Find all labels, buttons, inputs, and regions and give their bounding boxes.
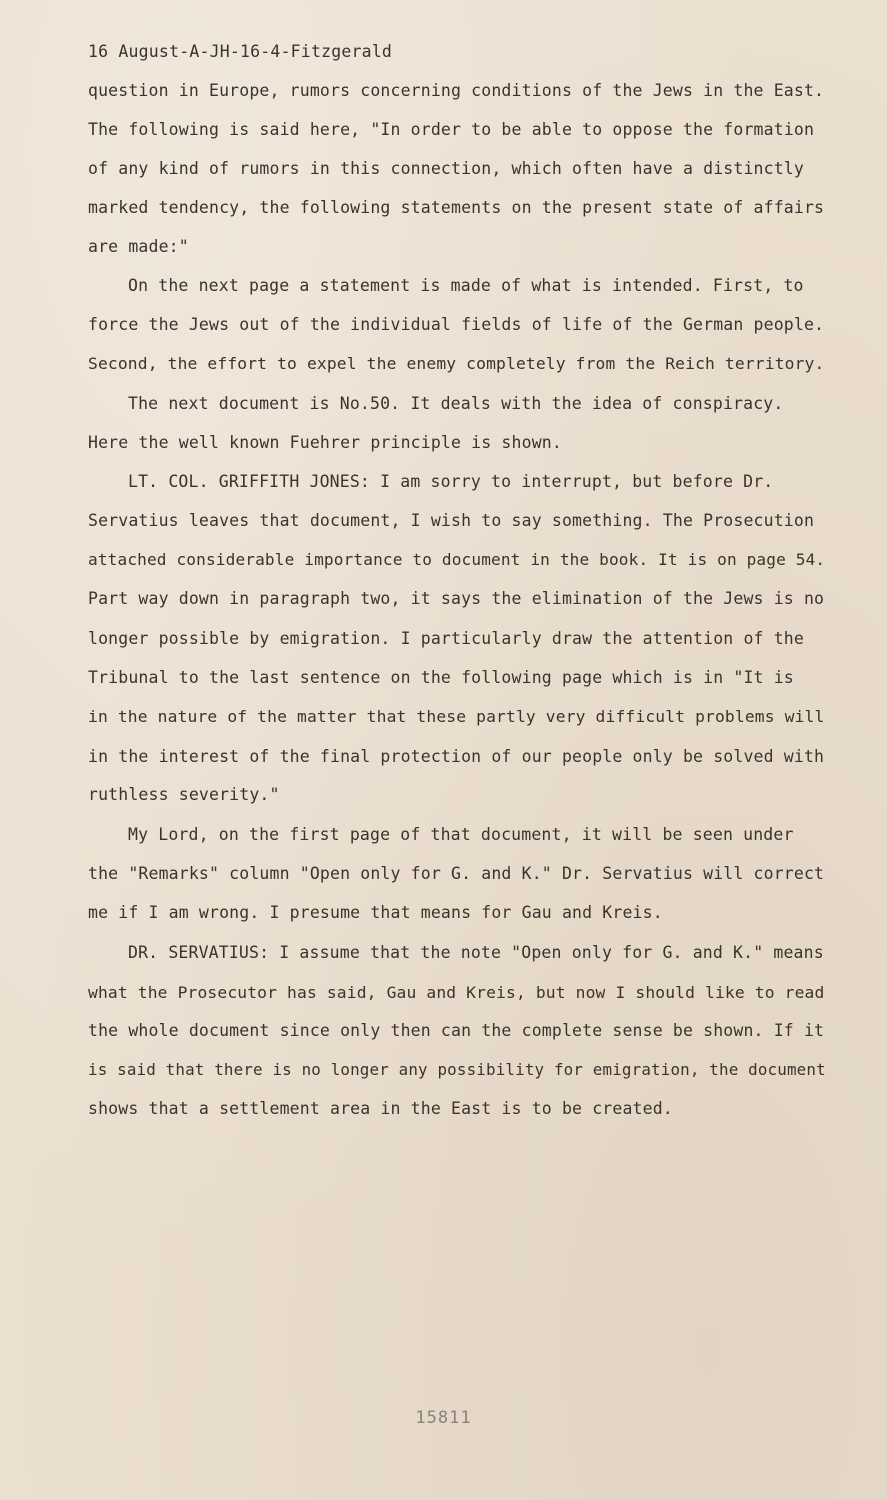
- text-line: Part way down in paragraph two, it says the elimination of the Jews is no: [88, 589, 825, 608]
- text-line: On the next page a statement is made of what is intended. First, to: [128, 276, 804, 295]
- text-line: the "Remarks" column "Open only for G. and K." Dr. Servatius will correct: [88, 864, 825, 883]
- text-line: ruthless severity.": [88, 785, 280, 804]
- text-line: me if I am wrong. I presume that means for Gau and Kreis.: [88, 903, 663, 922]
- text-line: of any kind of rumors in this connection, which often have a distinctly: [88, 159, 804, 178]
- text-line: Servatius leaves that document, I wish to say something. The Prosecution: [88, 511, 815, 530]
- text-line: Second, the effort to expel the enemy completely from the Reich territory.: [88, 354, 825, 373]
- text-line: Tribunal to the last sentence on the following page which is in "It is: [88, 668, 794, 687]
- text-line: My Lord, on the first page of that document, it will be seen under: [128, 825, 794, 844]
- text-line: question in Europe, rumors concerning conditions of the Jews in the East.: [88, 81, 825, 100]
- text-line: longer possible by emigration. I particularly draw the attention of the: [88, 629, 804, 648]
- page-header: 16 August-A-JH-16-4-Fitzgerald: [88, 42, 393, 61]
- text-line: LT. COL. GRIFFITH JONES: I am sorry to interrupt, but before Dr.: [128, 472, 774, 491]
- text-line: shows that a settlement area in the East is to be created.: [88, 1099, 673, 1118]
- text-line: the whole document since only then can the complete sense be shown. If it: [88, 1021, 825, 1040]
- text-line: are made:": [88, 237, 189, 256]
- text-line: what the Prosecutor has said, Gau and Kreis, but now I should like to read: [88, 983, 825, 1002]
- text-line: The following is said here, "In order to be able to oppose the formation: [88, 120, 815, 139]
- text-line: in the nature of the matter that these partly very difficult problems will: [88, 707, 825, 726]
- text-line: force the Jews out of the individual fields of life of the German people.: [88, 315, 825, 334]
- text-line: DR. SERVATIUS: I assume that the note "Open only for G. and K." means: [128, 943, 824, 962]
- text-line: in the interest of the final protection of our people only be solved with: [88, 747, 825, 766]
- text-line: attached considerable importance to document in the book. It is on page 54.: [88, 550, 826, 569]
- text-line: The next document is No.50. It deals with the idea of conspiracy.: [128, 394, 784, 413]
- text-line: marked tendency, the following statements on the present state of affairs: [88, 198, 825, 217]
- page-number: 15811: [415, 1408, 472, 1428]
- text-line: is said that there is no longer any possibility for emigration, the document: [88, 1060, 826, 1079]
- text-line: Here the well known Fuehrer principle is shown.: [88, 433, 562, 452]
